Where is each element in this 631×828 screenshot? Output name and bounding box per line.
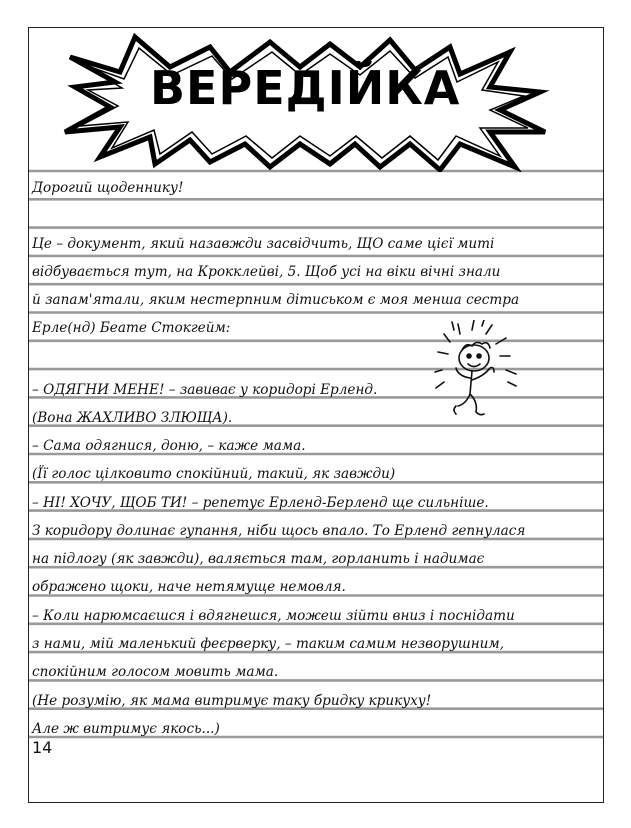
angry-child-doodle bbox=[430, 320, 530, 440]
text-line-1: Дорогий щоденнику! bbox=[32, 180, 184, 196]
text-line-19: (Не розумію, як мама витримує таку бридку крикуху! bbox=[32, 693, 432, 709]
text-line-9: (Вона ЖАХЛИВО ЗЛЮЩА). bbox=[32, 410, 233, 426]
text-line-18: спокійним голосом мовить мама. bbox=[32, 664, 279, 680]
text-line-3: Це – документ, який назавжди засвідчить, ЩО саме цієї миті bbox=[32, 236, 495, 252]
text-line-4: відбувається тут, на Крокклейві, 5. Щоб усі на віки вічні знали bbox=[32, 264, 501, 280]
text-line-8: – ОДЯГНИ МЕНЕ! – завиває у коридорі Ерленд. bbox=[32, 382, 378, 398]
page-number: 14 bbox=[32, 738, 53, 757]
text-line-11: (Її голос цілковито спокійний, такий, як завжди) bbox=[32, 466, 396, 482]
text-line-14: на підлогу (як завжди), валяється там, горланить і надимає bbox=[32, 551, 485, 567]
text-line-10: – Сама одягнися, доню, – каже мама. bbox=[32, 438, 306, 454]
page-title: ВЕРЕДІЙКА bbox=[150, 61, 461, 115]
text-line-15: ображено щоки, наче нетямуще немовля. bbox=[32, 579, 346, 595]
text-line-6: Ерле(нд) Беате Стокгейм: bbox=[32, 320, 231, 336]
text-line-5: й запам'ятали, яким нестерпним дітиськом є моя менша сестра bbox=[32, 292, 520, 308]
text-line-16: – Коли нарюмсаєшся і вдягнешся, можеш зійти вниз і поснідати bbox=[32, 608, 515, 624]
text-line-13: З коридору долинає гупання, ніби щось впало. То Ерленд гепнулася bbox=[32, 523, 526, 539]
text-line-17: з нами, мій маленький феєрверку, – таким самим незворушним, bbox=[32, 636, 505, 652]
text-line-12: – НІ! ХОЧУ, ЩОБ ТИ! – репетує Ерленд-Берленд ще сильніше. bbox=[32, 495, 489, 511]
text-line-20: Але ж витримує якось...) bbox=[32, 721, 220, 737]
